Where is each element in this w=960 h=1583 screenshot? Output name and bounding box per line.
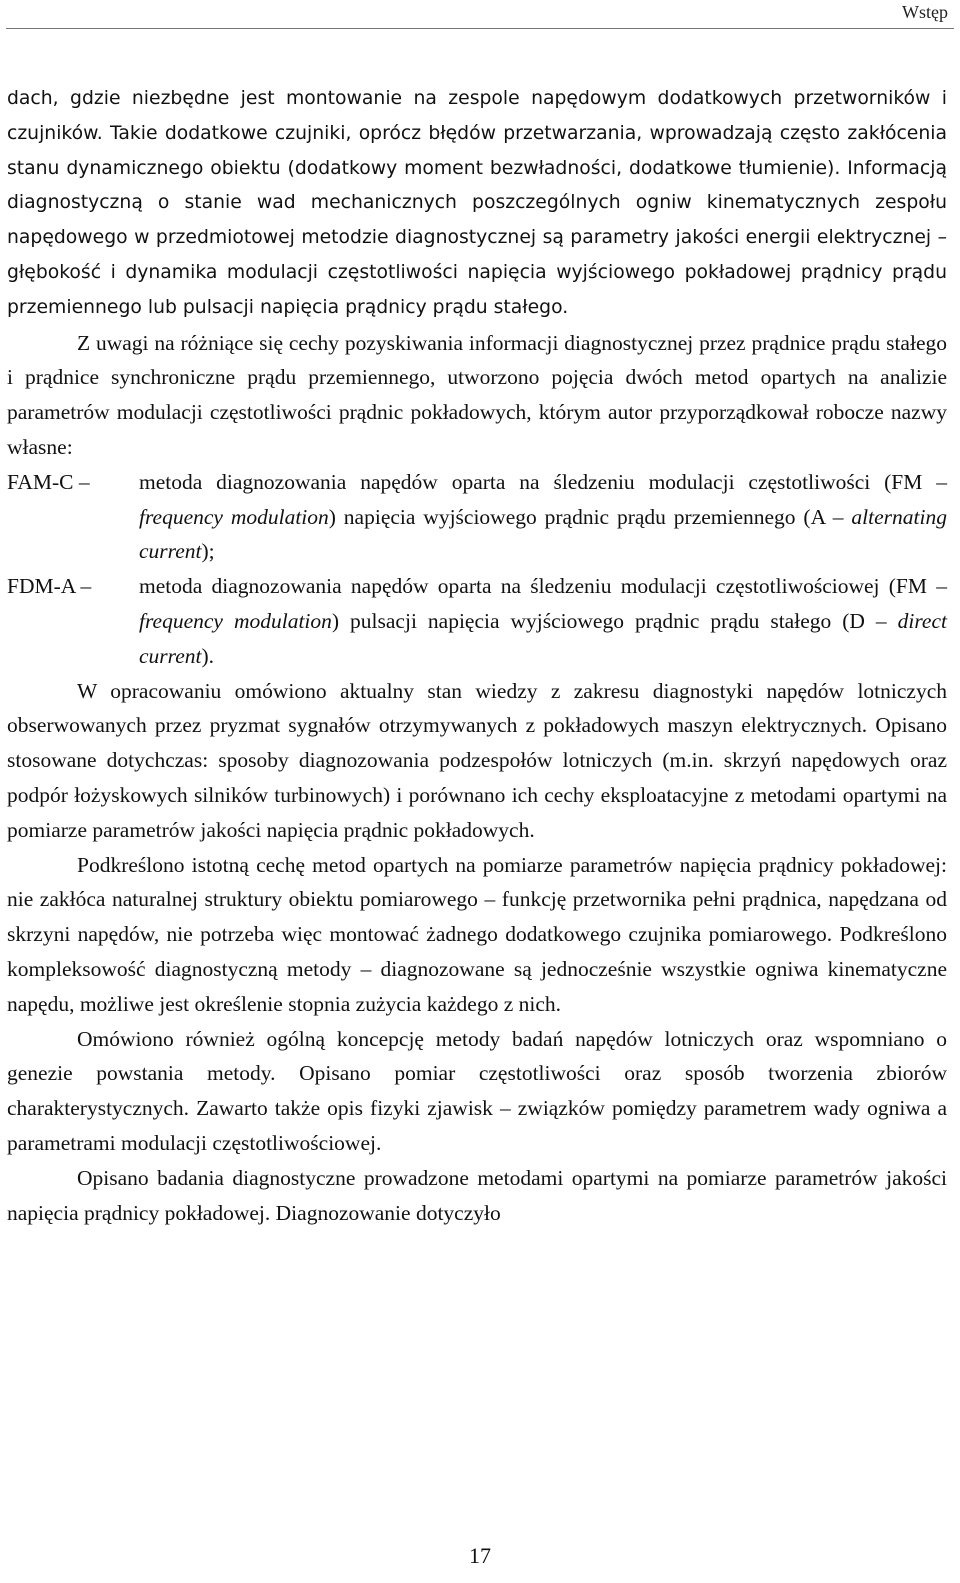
paragraph-2: Z uwagi na różniące się cechy pozyskiwania informacji diagnostycznej przez prądnice prądu stałego i prądnice synchroniczne prądu przemiennego, utworzono pojęcia dwóch metod opartych na analizie parametrów modulacji częstotliwości prądnic pokładowych, którym autor przyporządkował robocze nazwy własne:: [7, 330, 947, 459]
definition-term: FAM-C –: [7, 469, 90, 494]
running-header: Wstęp: [902, 2, 948, 22]
definition-description: metoda diagnozowania napędów oparta na śledzeniu modulacji częstotliwości (FM – frequency modulation) napięcia wyjściowego prądnic prądu przemiennego (A – alternating current);: [139, 469, 947, 564]
page-number: 17: [469, 1543, 491, 1568]
paragraph-1: dach, gdzie niezbędne jest montowanie na zespole napędowym dodatkowych przetworników i czujników. Takie dodatkowe czujniki, oprócz błędów przetwarzania, wprowadzają często zakłócenia stanu dynamicznego obiektu (dodatkowy moment bezwładności, dodatkowe tłumienie). Informacją diagnostyczną o stanie wad mechanicznych poszczególnych ogniw kinematycznych zespołu napędowego w przedmiotowej metodzie diagnostycznej są parametry jakości energii elektrycznej – głębokość i dynamika modulacji częstotliwości napięcia wyjściowego pokładowej prądnicy prądu przemiennego lub pulsacji napięcia prądnicy prądu stałego.: [7, 88, 947, 318]
definition-fdm-a: [7, 569, 947, 673]
paragraph-4: Podkreślono istotną cechę metod opartych na pomiarze parametrów napięcia prądnicy pokładowej: nie zakłóca naturalnej struktury obiektu pomiarowego – funkcję przetwornika pełni prądnica, napędzana od skrzyni napędów, nie potrzeba więc montować żadnego dodatkowego czujnika pomiarowego. Podkreślono kompleksowość diagnostyczną metody – diagnozowane są jednocześnie wszystkie ogniwa kinematyczne napędu, możliwe jest określenie stopnia zużycia każdego z nich.: [7, 852, 947, 1016]
paragraph-6: Opisano badania diagnostyczne prowadzone metodami opartymi na pomiarze parametrów jakości napięcia prądnicy pokładowej. Diagnozowanie dotyczyło: [7, 1165, 947, 1225]
body-text: [7, 82, 947, 1230]
definition-term: FDM-A –: [7, 574, 92, 599]
definition-description: metoda diagnozowania napędów oparta na śledzeniu modulacji częstotliwościowej (FM – frequency modulation) pulsacji napięcia wyjściowego prądnic prądu stałego (D – direct current).: [139, 574, 947, 668]
paragraph-3: W opracowaniu omówiono aktualny stan wiedzy z zakresu diagnostyki napędów lotniczych obserwowanych przez pryzmat sygnałów otrzymywanych z pokładowych maszyn elektrycznych. Opisano stosowane dotychczas: sposoby diagnozowania podzespołów lotniczych (m.in. skrzyń napędowych oraz podpór łożyskowych silników turbinowych) i porównano ich cechy eksploatacyjne z metodami opartymi na pomiarze parametrów jakości napięcia prądnic pokładowych.: [7, 678, 947, 842]
header-divider: [6, 28, 954, 29]
paragraph-5: Omówiono również ogólną koncepcję metody badań napędów lotniczych oraz wspomniano o genezie powstania metody. Opisano pomiar częstotliwości oraz sposób tworzenia zbiorów charakterystycznych. Zawarto także opis fizyki zjawisk – związków pomiędzy parametrem wady ogniwa a parametrami modulacji częstotliwościowej.: [7, 1026, 947, 1155]
definition-fam-c: [7, 465, 947, 569]
